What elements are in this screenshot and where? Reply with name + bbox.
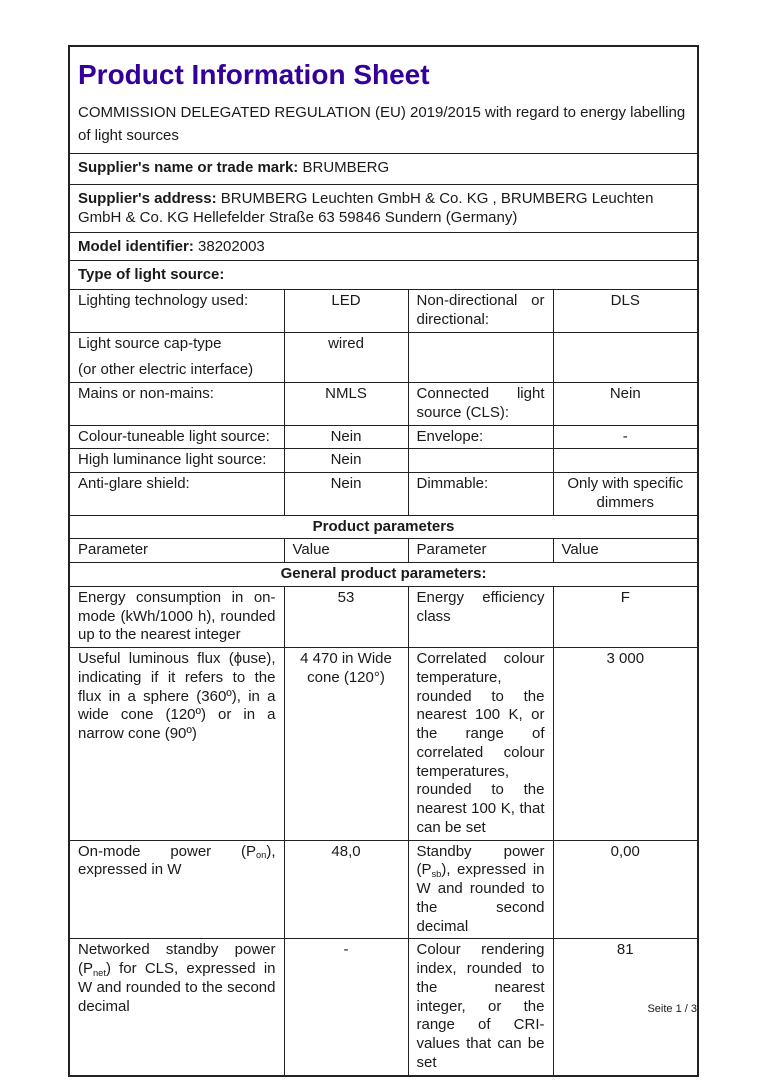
- type-of-light-source-heading: Type of light source:: [69, 261, 698, 290]
- param-cell: Colour-tuneable light source:: [69, 425, 284, 449]
- value-cell: Nein: [284, 425, 408, 449]
- param-cell: Networked standby power $(P_{net})$ for CLS, expressed in W and rounded to the second decimal: [69, 939, 284, 1076]
- value-cell: 48,0: [284, 840, 408, 939]
- param-cell: Energy efficiency class: [408, 586, 553, 647]
- value-cell: Nein: [553, 383, 698, 426]
- supplier-name-row: [69, 154, 698, 185]
- model-identifier-label: Model identifier:: [78, 237, 194, 255]
- value-cell: -: [553, 425, 698, 449]
- value-cell: LED: [284, 290, 408, 333]
- value-cell: Only with specific dimmers: [553, 473, 698, 516]
- value-cell: Nein: [284, 473, 408, 516]
- param-cell: Anti-glare shield:: [69, 473, 284, 516]
- product-information-table: [68, 45, 699, 1077]
- param-cell: Energy consumption in on-mode (kWh/1000 h), rounded up to the nearest integer: [69, 586, 284, 647]
- param-cell: Correlated colour temperature, rounded to the nearest 100 K, or the range of correlated colour temperatures, rounded to the nearest 100 K, that can be set: [408, 648, 553, 841]
- column-header-parameter: Parameter: [69, 539, 284, 563]
- value-cell: [553, 449, 698, 473]
- param-cell: High luminance light source:: [69, 449, 284, 473]
- supplier-name-value: BRUMBERG: [302, 159, 390, 176]
- value-cell: 3 000: [553, 648, 698, 841]
- page-subtitle: COMMISSION DELEGATED REGULATION (EU) 2019/2015 with regard to energy labelling of light sources: [78, 104, 686, 144]
- supplier-address-value: BRUMBERG Leuchten GmbH & Co. KG , BRUMBERG Leuchten GmbH & Co. KG Hellefelder Straße 63 59846 Sundern (Germany): [78, 190, 654, 226]
- supplier-address-row: [69, 185, 698, 233]
- title-block: [69, 46, 698, 154]
- general-product-parameters-heading: General product parameters:: [69, 563, 698, 587]
- value-cell: wired: [284, 332, 408, 383]
- param-cell: Standby power $(P_{sb})$, expressed in W and rounded to the second decimal: [408, 840, 553, 939]
- param-cell: Connected light source (CLS):: [408, 383, 553, 426]
- value-cell: NMLS: [284, 383, 408, 426]
- param-cell: Envelope:: [408, 425, 553, 449]
- page-title: Product Information Sheet: [78, 59, 430, 90]
- value-cell: Nein: [284, 449, 408, 473]
- column-header-parameter: Parameter: [408, 539, 553, 563]
- column-header-value: Value: [284, 539, 408, 563]
- column-header-value: Value: [553, 539, 698, 563]
- value-cell: DLS: [553, 290, 698, 333]
- model-identifier-value: 38202003: [198, 237, 265, 255]
- param-cell: [408, 332, 553, 383]
- param-cell: Dimmable:: [408, 473, 553, 516]
- value-cell: 4 470 in Wide cone (120°): [284, 648, 408, 841]
- param-cell: Light source cap-type (or other electric interface): [69, 332, 284, 383]
- supplier-address-label: Supplier's address:: [78, 190, 217, 207]
- param-cell: Colour rendering index, rounded to the nearest integer, or the range of CRI-values that can be set: [408, 939, 553, 1076]
- param-cell: Mains or non-mains:: [69, 383, 284, 426]
- product-parameters-heading: Product parameters: [69, 515, 698, 539]
- supplier-name-label: Supplier's name or trade mark:: [78, 159, 299, 176]
- value-cell: 0,00: [553, 840, 698, 939]
- value-cell: -: [284, 939, 408, 1076]
- param-cell: [408, 449, 553, 473]
- value-cell: F: [553, 586, 698, 647]
- model-identifier-row: [69, 232, 698, 261]
- value-cell: [553, 332, 698, 383]
- page-number: Seite 1 / 3: [647, 1003, 697, 1015]
- param-cell: Useful luminous flux (ϕuse), indicating if it refers to the flux in a sphere (360º), in a wide cone (120º) or in a narrow cone (90º): [69, 648, 284, 841]
- value-cell: 53: [284, 586, 408, 647]
- value-cell: 81: [553, 939, 698, 1076]
- param-cell: Lighting technology used:: [69, 290, 284, 333]
- param-cell: Non-directional or directional:: [408, 290, 553, 333]
- param-cell: On-mode power $(P_{on})$, expressed in W: [69, 840, 284, 939]
